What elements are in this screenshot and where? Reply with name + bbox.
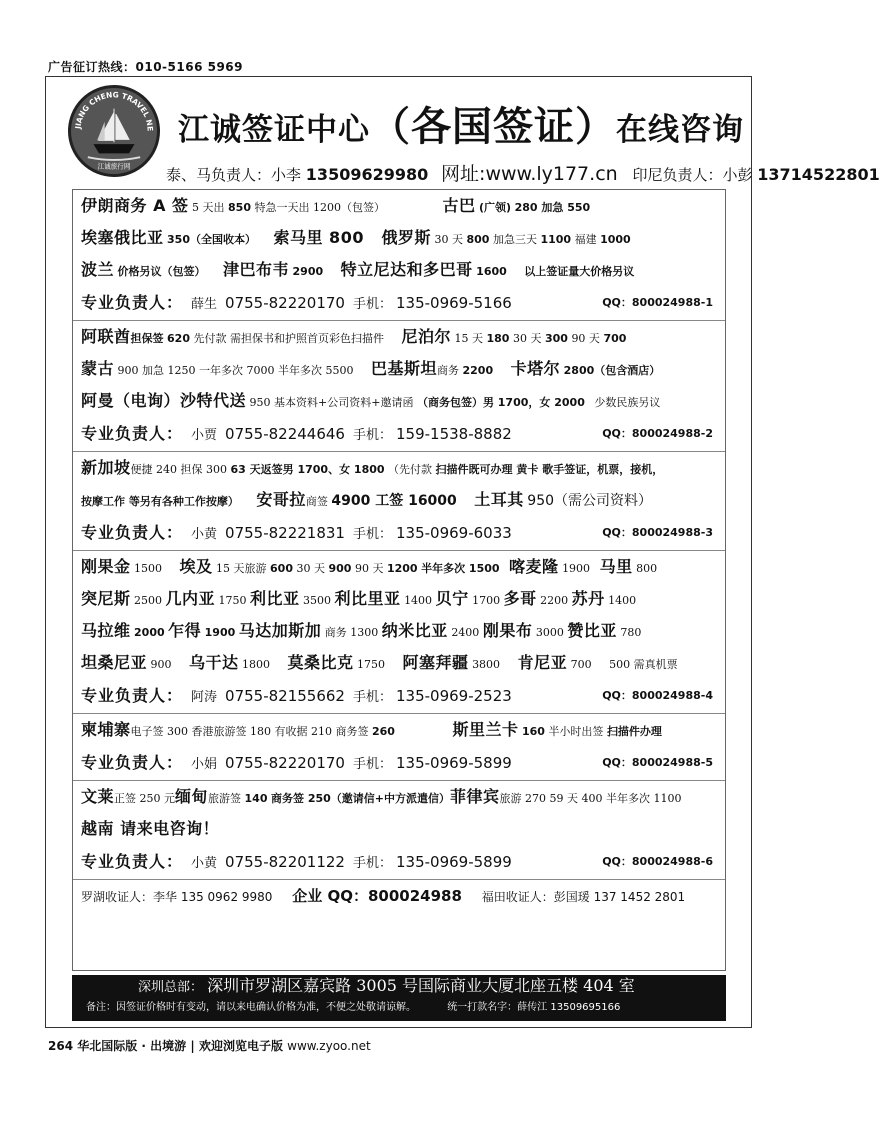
country-singapore: 新加坡 (81, 458, 131, 477)
section-6 (73, 781, 725, 880)
price-value: 1100 (540, 233, 572, 246)
price-value: 2000 (134, 626, 165, 639)
price-text: 30 天 (434, 233, 463, 246)
price-line (81, 321, 725, 353)
country-madagascar: 马达加斯加 (238, 621, 322, 640)
country-mali: 马里 (599, 557, 633, 576)
price-line (81, 254, 725, 286)
price-line (81, 190, 725, 222)
responsible-contact (81, 286, 725, 320)
contact-label: 专业负责人： (81, 523, 184, 542)
country-tunisia: 突尼斯 (81, 589, 131, 608)
hq-note-row (86, 999, 726, 1017)
price-text: 15 天 (454, 332, 483, 345)
contact-qq: QQ：800024988-2 (602, 427, 713, 440)
price-value: 1700 (472, 594, 501, 607)
price-value: 780 (620, 626, 642, 639)
responsible-contact (81, 746, 725, 780)
country-myanmar: 缅甸 (175, 787, 209, 806)
country-benin: 贝宁 (435, 589, 469, 608)
country-chad: 乍得 (168, 621, 202, 640)
country-cameroon: 喀麦隆 (509, 557, 559, 576)
mobile-label: 手机： (352, 856, 392, 871)
price-value: 63 天返签男 1700、女 1800 (230, 463, 385, 476)
price-line (81, 781, 725, 813)
contact-phone: 0755-82221831 (225, 524, 345, 542)
price-line (81, 615, 725, 647)
title-center: （各国签证） (370, 104, 616, 150)
responsible-contact (81, 679, 725, 713)
price-text: 担保签 (130, 332, 164, 345)
contact-phone: 0755-82201122 (225, 853, 345, 871)
price-text: 商务 (437, 364, 459, 377)
price-value: 700 (603, 332, 627, 345)
section-5 (73, 714, 725, 781)
price-line (81, 813, 725, 845)
country-poland: 波兰 (81, 260, 115, 279)
price-value: 300 (544, 332, 568, 345)
contact-qq: QQ：800024988-5 (602, 756, 713, 769)
country-cuba: 古巴 (442, 196, 476, 215)
price-value: 620 (167, 332, 190, 345)
hq-address: 深圳市罗湖区嘉宾路 3005 号国际商业大厦北座五楼 404 室 (207, 976, 635, 995)
price-text: 福建 (574, 233, 597, 246)
price-value: 2200 (540, 594, 569, 607)
country-guinea: 几内亚 (165, 589, 216, 608)
country-cambodia: 柬埔寨 (81, 720, 131, 739)
price-value: 1900 (204, 626, 236, 639)
promo-text: 欢迎浏览电子版 (198, 1039, 283, 1053)
country-vietnam: 越南 请来电咨询！ (81, 819, 220, 838)
ship-logo-icon (71, 88, 157, 174)
futian-collector: 福田收证人：彭国瑗 137 1452 2801 (481, 890, 686, 904)
contact-name: 阿涛 (191, 690, 218, 705)
price-value: 800 (636, 562, 658, 575)
price-value: 700 (570, 658, 592, 671)
price-text: 90 天 (571, 332, 600, 345)
contact-mobile: 135-0969-5899 (395, 853, 512, 871)
country-namibia: 纳米比亚 (381, 621, 448, 640)
ad-hotline: 广告征订热线：010-5166 5969 (48, 60, 244, 74)
country-congo-b: 刚果布 (482, 621, 533, 640)
country-pakistan: 巴基斯坦 (370, 359, 437, 378)
thai-contact-label: 泰、马负责人：小李 (166, 166, 302, 184)
collection-contacts (73, 880, 725, 912)
country-sudan: 苏丹 (571, 589, 605, 608)
page-number: 264 (48, 1039, 74, 1053)
price-value: 1900 (562, 562, 591, 575)
header (46, 77, 880, 187)
price-value: 2200 (462, 364, 494, 377)
payee-info: 统一打款名字：薛传江 13509695166 (447, 1002, 621, 1013)
section-3 (73, 452, 725, 551)
country-qatar: 卡塔尔 (510, 359, 561, 378)
price-value: 160 (521, 725, 545, 738)
price-text: 30 天 (296, 562, 325, 575)
country-ethiopia: 埃塞俄比亚 (81, 228, 164, 247)
country-angola: 安哥拉 (256, 490, 306, 509)
contact-mobile: 135-0969-5899 (395, 754, 512, 772)
price-value: 1750 (357, 658, 386, 671)
price-value: 半年多次 1500 (421, 562, 500, 575)
page-title (178, 95, 744, 152)
contact-name: 薛生 (191, 297, 218, 312)
country-tanzania: 坦桑尼亚 (81, 653, 148, 672)
price-value: 2400 (451, 626, 480, 639)
logo-seal-text: 江诚旅行网 (97, 162, 131, 171)
price-text: （先付款 (388, 463, 433, 476)
price-value: 350（全国收本） (167, 233, 256, 246)
price-note: (广领) (479, 201, 512, 214)
price-value: 1800 (242, 658, 271, 671)
price-note: 价格另议（包签） (117, 265, 206, 278)
hq-label: 深圳总部： (138, 980, 204, 995)
footer-url[interactable]: www.zyoo.net (287, 1039, 371, 1053)
indo-contact-phone: 13714522801 (757, 165, 880, 184)
price-text: 旅游签 (208, 792, 242, 805)
edition-label: 华北国际版 · 出境游 (77, 1039, 187, 1053)
price-text: 半小时出签 (548, 725, 604, 738)
price-value: 2500 (134, 594, 163, 607)
luohu-collector: 罗湖收证人：李华 135 0962 9980 (81, 890, 273, 904)
price-value: 140 (244, 792, 268, 805)
country-libya: 利比亚 (250, 589, 300, 608)
country-trinidad: 特立尼达和多巴哥 (340, 260, 473, 279)
price-line (81, 222, 725, 254)
footer-separator: | (190, 1039, 195, 1053)
title-right: 在线咨询 (616, 112, 744, 148)
country-brunei: 文莱 (81, 787, 115, 806)
contact-phone: 0755-82220170 (225, 294, 345, 312)
country-malawi: 马拉维 (81, 621, 131, 640)
country-turkey: 土耳其 (474, 490, 524, 509)
contact-mobile: 135-0969-6033 (395, 524, 512, 542)
country-oman-saudi: 阿曼（电询）沙特代送 (81, 391, 247, 410)
price-line (81, 551, 725, 583)
price-value: 3000 (535, 626, 564, 639)
country-egypt: 埃及 (179, 557, 213, 576)
price-note: 500 需真机票 (609, 658, 678, 671)
price-line (81, 385, 725, 417)
responsible-contact (81, 417, 725, 451)
price-value: 1750 (218, 594, 247, 607)
contact-mobile: 159-1538-8882 (395, 425, 512, 443)
price-text: 电子签 300 香港旅游签 180 有收据 210 商务签 (130, 725, 369, 738)
mobile-label: 手机： (352, 757, 392, 772)
price-line (81, 484, 725, 516)
price-value: 2800（包含酒店） (563, 364, 661, 377)
price-line (81, 714, 725, 746)
price-text: 加急三天 (492, 233, 537, 246)
price-disclaimer: 备注：因签证价格时有变动，请以来电确认价格为准，不便之处敬请谅解。 (86, 1002, 416, 1013)
contact-qq: QQ：800024988-1 (602, 296, 713, 309)
contact-label: 专业负责人： (81, 852, 184, 871)
contact-name: 小黄 (191, 527, 218, 542)
mobile-label: 手机： (352, 527, 392, 542)
price-line (81, 583, 725, 615)
contact-label: 专业负责人： (81, 293, 184, 312)
responsible-contact (81, 845, 725, 879)
price-value: 1400 (608, 594, 637, 607)
contact-phone: 0755-82220170 (225, 754, 345, 772)
price-note: 商务签 250（邀请信+中方派遣信） (271, 792, 451, 805)
price-value: 850 (228, 201, 251, 214)
price-value: 2900 (292, 265, 324, 278)
price-value: 1600 (476, 265, 507, 278)
contact-phone: 0755-82155662 (225, 687, 345, 705)
price-line (81, 452, 725, 484)
price-value: 1200 (386, 562, 418, 575)
price-note: 扫描件既可办理 黄卡 歌手签证，机票，接机， (435, 463, 664, 476)
visa-price-list (72, 189, 726, 971)
price-value: 1500 (134, 562, 163, 575)
logo-ring-text: JIANG CHENG TRAVEL NE (73, 90, 155, 132)
country-nepal: 尼泊尔 (401, 327, 451, 346)
price-note: 先付款 需担保书和护照首页彩色扫描件 (193, 332, 384, 345)
contact-mobile: 135-0969-5166 (395, 294, 512, 312)
country-russia: 俄罗斯 (381, 228, 431, 247)
contact-name: 小娟 (191, 757, 218, 772)
price-value: 1400 (404, 594, 433, 607)
ad-frame (45, 76, 880, 1028)
price-value: 280 加急 550 (514, 201, 591, 214)
contact-label: 专业负责人： (81, 753, 184, 772)
contact-label: 专业负责人： (81, 686, 184, 705)
price-text: 便捷 240 担保 300 (130, 463, 227, 476)
price-text: 商签 (305, 495, 328, 508)
price-value: 600 (270, 562, 293, 575)
mobile-label: 手机： (352, 690, 392, 705)
thai-contact-phone: 13509629980 (305, 165, 429, 184)
section-4 (73, 551, 725, 714)
contact-qq: QQ：800024988-3 (602, 526, 713, 539)
country-somalia: 索马里 800 (273, 228, 364, 247)
page-footer (48, 1037, 371, 1054)
website-link[interactable]: 网址:www.ly177.cn (441, 163, 618, 185)
price-line (81, 647, 725, 679)
travel-network-logo (68, 85, 160, 177)
price-note: 扫描件办理 (606, 725, 662, 738)
price-value: 180 (486, 332, 510, 345)
price-text: 15 天旅游 (216, 562, 267, 575)
country-kenya: 肯尼亚 (517, 653, 568, 672)
mobile-label: 手机： (352, 428, 392, 443)
country-uganda: 乌干达 (189, 653, 239, 672)
country-zambia: 赞比亚 (567, 621, 617, 640)
price-text: 正签 250 元 (114, 792, 176, 805)
contact-phone: 0755-82244646 (225, 425, 345, 443)
price-text: 5 天出 (192, 201, 225, 214)
contact-label: 专业负责人： (81, 424, 184, 443)
price-value: 1000 (600, 233, 631, 246)
price-value: 900 (328, 562, 352, 575)
country-drc: 刚果金 (81, 557, 131, 576)
country-liberia: 利比里亚 (334, 589, 401, 608)
price-text: 旅游 270 59 天 400 半年多次 1100 (499, 792, 682, 805)
country-zimbabwe: 津巴布韦 (223, 260, 290, 279)
price-line (81, 353, 725, 385)
section-1 (73, 190, 725, 321)
section-2 (73, 321, 725, 452)
price-value: 3500 (303, 594, 332, 607)
country-mozambique: 莫桑比克 (287, 653, 354, 672)
price-text: 90 天 (354, 562, 384, 575)
indo-contact-label: 印尼负责人：小彭 (632, 166, 753, 184)
country-mongolia: 蒙古 (81, 359, 115, 378)
price-value: 800 (466, 233, 490, 246)
enterprise-qq: 企业 QQ：800024988 (292, 887, 462, 905)
contact-name: 小黄 (191, 856, 218, 871)
country-iran: 伊朗商务 A 签 (81, 196, 189, 215)
price-text: 950 基本资料+公司资料+邀请函 (249, 396, 414, 409)
price-value: 260 (371, 725, 395, 738)
title-left: 江诚签证中心 (178, 112, 370, 148)
price-note: 少数民族另议 (594, 396, 661, 409)
price-text: 900 加急 1250 一年多次 7000 半年多次 5500 (117, 364, 354, 377)
header-contacts (166, 159, 880, 186)
price-text: 30 天 (512, 332, 542, 345)
mobile-label: 手机： (352, 297, 392, 312)
contact-qq: QQ：800024988-6 (602, 855, 713, 868)
price-text: 特急一天出 1200（包签） (254, 201, 385, 214)
country-philippines: 菲律宾 (450, 787, 500, 806)
headquarters-bar (72, 975, 726, 1021)
country-uae: 阿联酋 (81, 327, 131, 346)
price-value: （商务包签）男 1700，女 2000 (416, 396, 585, 409)
hq-address-row (108, 975, 726, 999)
price-text: 商务 1300 (324, 626, 379, 639)
responsible-contact (81, 516, 725, 550)
price-value: 4900 工签 16000 (331, 493, 457, 509)
price-value: 900 (150, 658, 172, 671)
country-togo: 多哥 (503, 589, 537, 608)
contact-qq: QQ：800024988-4 (602, 689, 713, 702)
country-azerbaijan: 阿塞拜疆 (402, 653, 469, 672)
price-note: 以上签证量大价格另议 (524, 265, 635, 278)
country-sri-lanka: 斯里兰卡 (452, 720, 519, 739)
price-value: 950（需公司资料） (527, 493, 653, 509)
price-note: 按摩工作 等另有各种工作按摩） (81, 495, 239, 508)
contact-mobile: 135-0969-2523 (395, 687, 512, 705)
price-value: 3800 (472, 658, 501, 671)
contact-name: 小贾 (191, 428, 218, 443)
